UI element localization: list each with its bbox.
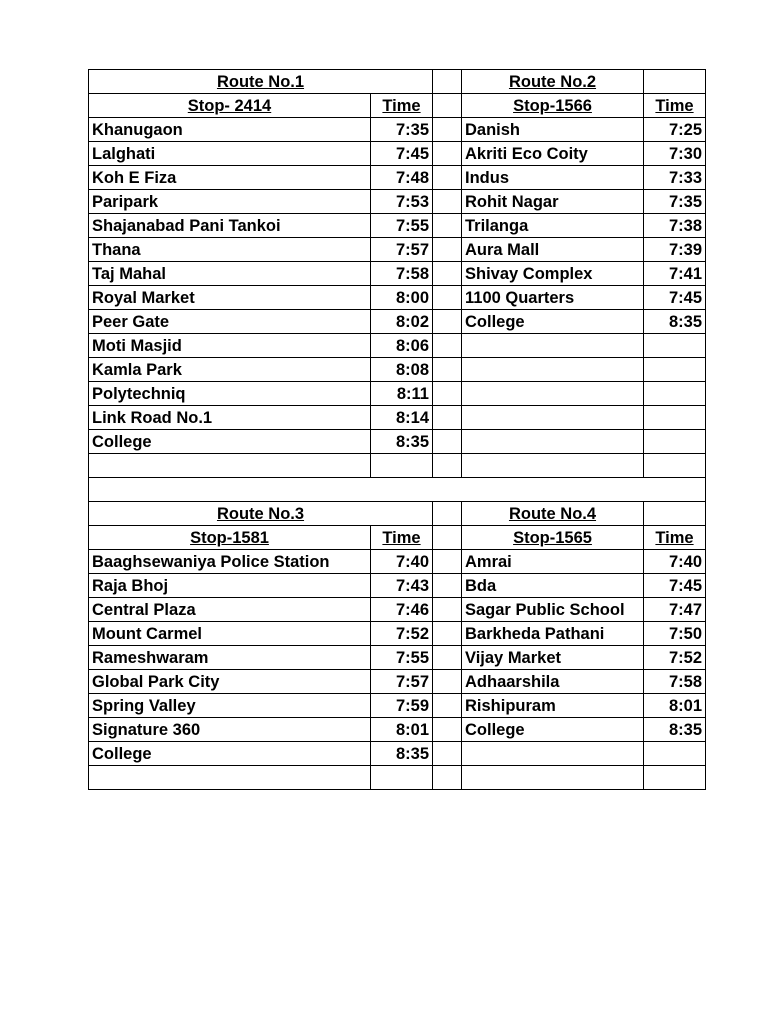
route-title-text: Route No.2 [508, 72, 597, 91]
stop-name: Rishipuram [462, 694, 644, 718]
stop-name: Bda [462, 574, 644, 598]
separator-cell [433, 286, 462, 310]
stop-name: Paripark [89, 190, 371, 214]
stop-name: College [89, 742, 371, 766]
stop-name: Aura Mall [462, 238, 644, 262]
stop-time: 7:25 [644, 118, 706, 142]
stop-name: Shivay Complex [462, 262, 644, 286]
empty-cell [462, 382, 644, 406]
time-header-text: Time [655, 528, 694, 547]
time-header [371, 94, 433, 118]
empty-cell [644, 454, 706, 478]
schedule-row [89, 550, 706, 574]
empty-cell [462, 334, 644, 358]
column-header-row [89, 526, 706, 550]
stop-number-header-text: Stop-1565 [513, 528, 592, 547]
stop-time: 7:57 [371, 238, 433, 262]
stop-time: 8:06 [371, 334, 433, 358]
stop-name: Taj Mahal [89, 262, 371, 286]
stop-time: 8:35 [644, 310, 706, 334]
schedule-row [89, 430, 706, 454]
empty-cell [644, 430, 706, 454]
separator-cell [433, 262, 462, 286]
stop-number-header-text: Stop-1581 [190, 528, 269, 547]
schedule-row [89, 742, 706, 766]
stop-time: 7:35 [371, 118, 433, 142]
stop-name: Shajanabad Pani Tankoi [89, 214, 371, 238]
stop-time: 7:57 [371, 670, 433, 694]
separator-cell [433, 382, 462, 406]
time-header [644, 526, 706, 550]
empty-cell [462, 742, 644, 766]
schedule-row [89, 286, 706, 310]
separator-cell [433, 766, 462, 790]
stop-name: Barkheda Pathani [462, 622, 644, 646]
stop-time: 8:02 [371, 310, 433, 334]
route-title-row [89, 502, 706, 526]
separator-cell [433, 94, 462, 118]
separator-cell [433, 430, 462, 454]
stop-name: Sagar Public School [462, 598, 644, 622]
stop-name: Rohit Nagar [462, 190, 644, 214]
separator-cell [433, 646, 462, 670]
stop-name: Royal Market [89, 286, 371, 310]
stop-name: Mount Carmel [89, 622, 371, 646]
schedule-row [89, 766, 706, 790]
separator-cell [433, 70, 462, 94]
stop-time: 8:08 [371, 358, 433, 382]
stop-time: 7:59 [371, 694, 433, 718]
empty-cell [644, 358, 706, 382]
schedule-row [89, 694, 706, 718]
separator-cell [433, 190, 462, 214]
stop-name: Adhaarshila [462, 670, 644, 694]
time-header [371, 526, 433, 550]
stop-time: 7:39 [644, 238, 706, 262]
stop-time: 7:46 [371, 598, 433, 622]
empty-cell [462, 454, 644, 478]
empty-cell [462, 358, 644, 382]
stop-name: Central Plaza [89, 598, 371, 622]
route-title [89, 502, 433, 526]
empty-cell [644, 334, 706, 358]
stop-time: 8:35 [644, 718, 706, 742]
stop-name: Trilanga [462, 214, 644, 238]
empty-cell [644, 766, 706, 790]
schedule-row [89, 670, 706, 694]
stop-number-header [462, 94, 644, 118]
stop-time: 7:41 [644, 262, 706, 286]
separator-cell [433, 526, 462, 550]
schedule-row [89, 358, 706, 382]
schedule-row [89, 574, 706, 598]
time-header [644, 94, 706, 118]
empty-cell [644, 382, 706, 406]
separator-cell [433, 214, 462, 238]
schedule-row [89, 238, 706, 262]
route-title-row [89, 70, 706, 94]
empty-cell [371, 454, 433, 478]
stop-name: Peer Gate [89, 310, 371, 334]
stop-time: 7:45 [644, 286, 706, 310]
route-title [89, 70, 433, 94]
stop-time: 7:50 [644, 622, 706, 646]
stop-time: 7:47 [644, 598, 706, 622]
stop-number-header [462, 526, 644, 550]
stop-time: 7:45 [644, 574, 706, 598]
stop-name: Rameshwaram [89, 646, 371, 670]
empty-cell [462, 406, 644, 430]
schedule-row [89, 454, 706, 478]
separator-cell [433, 574, 462, 598]
stop-name: Amrai [462, 550, 644, 574]
separator-cell [433, 142, 462, 166]
stop-name: Danish [462, 118, 644, 142]
stop-time: 7:58 [371, 262, 433, 286]
schedule-row [89, 166, 706, 190]
schedule-row [89, 622, 706, 646]
stop-name: College [462, 310, 644, 334]
stop-name: Koh E Fiza [89, 166, 371, 190]
empty-cell [644, 502, 706, 526]
stop-name: Link Road No.1 [89, 406, 371, 430]
empty-cell [462, 430, 644, 454]
stop-time: 7:48 [371, 166, 433, 190]
stop-number-header-text: Stop- 2414 [187, 96, 272, 115]
stop-name: Spring Valley [89, 694, 371, 718]
separator-cell [433, 166, 462, 190]
separator-cell [433, 334, 462, 358]
schedule-row [89, 310, 706, 334]
stop-time: 7:55 [371, 214, 433, 238]
stop-number-header [89, 94, 371, 118]
schedule-row [89, 598, 706, 622]
stop-time: 8:01 [371, 718, 433, 742]
stop-time: 8:35 [371, 430, 433, 454]
stop-time: 7:33 [644, 166, 706, 190]
stop-name: Vijay Market [462, 646, 644, 670]
stop-time: 7:43 [371, 574, 433, 598]
route-title-text: Route No.4 [508, 504, 597, 523]
schedule-row [89, 382, 706, 406]
separator-cell [433, 358, 462, 382]
empty-cell [89, 454, 371, 478]
separator-cell [433, 550, 462, 574]
empty-cell [89, 766, 371, 790]
schedule-row [89, 142, 706, 166]
stop-time: 8:00 [371, 286, 433, 310]
route-title [462, 70, 644, 94]
spacer-row [89, 478, 706, 502]
separator-cell [433, 238, 462, 262]
route-title-text: Route No.1 [216, 72, 305, 91]
separator-cell [433, 742, 462, 766]
schedule-row [89, 214, 706, 238]
schedule-row [89, 646, 706, 670]
separator-cell [433, 502, 462, 526]
stop-number-header-text: Stop-1566 [513, 96, 592, 115]
empty-cell [644, 406, 706, 430]
separator-cell [433, 694, 462, 718]
separator-cell [433, 310, 462, 334]
empty-cell [644, 70, 706, 94]
stop-number-header [89, 526, 371, 550]
stop-time: 8:11 [371, 382, 433, 406]
stop-name: Signature 360 [89, 718, 371, 742]
stop-time: 7:52 [371, 622, 433, 646]
spacer-cell [89, 478, 706, 502]
separator-cell [433, 118, 462, 142]
stop-name: Raja Bhoj [89, 574, 371, 598]
time-header-text: Time [655, 96, 694, 115]
separator-cell [433, 670, 462, 694]
stop-time: 8:01 [644, 694, 706, 718]
bus-route-schedule-table [88, 69, 706, 790]
stop-time: 7:53 [371, 190, 433, 214]
stop-name: College [462, 718, 644, 742]
empty-cell [644, 742, 706, 766]
empty-cell [462, 766, 644, 790]
separator-cell [433, 454, 462, 478]
stop-name: Thana [89, 238, 371, 262]
stop-name: Baaghsewaniya Police Station [89, 550, 371, 574]
stop-name: Lalghati [89, 142, 371, 166]
schedule-row [89, 262, 706, 286]
stop-time: 7:40 [371, 550, 433, 574]
separator-cell [433, 406, 462, 430]
separator-cell [433, 598, 462, 622]
stop-time: 7:58 [644, 670, 706, 694]
stop-name: Polytechniq [89, 382, 371, 406]
stop-time: 8:14 [371, 406, 433, 430]
stop-name: Moti Masjid [89, 334, 371, 358]
schedule-row [89, 334, 706, 358]
route-title [462, 502, 644, 526]
stop-time: 7:55 [371, 646, 433, 670]
schedule-row [89, 118, 706, 142]
separator-cell [433, 622, 462, 646]
time-header-text: Time [382, 96, 421, 115]
stop-name: Kamla Park [89, 358, 371, 382]
separator-cell [433, 718, 462, 742]
stop-name: Indus [462, 166, 644, 190]
stop-name: Global Park City [89, 670, 371, 694]
stop-time: 7:35 [644, 190, 706, 214]
stop-name: Akriti Eco Coity [462, 142, 644, 166]
stop-time: 8:35 [371, 742, 433, 766]
schedule-row [89, 718, 706, 742]
stop-time: 7:40 [644, 550, 706, 574]
schedule-row [89, 406, 706, 430]
empty-cell [371, 766, 433, 790]
column-header-row [89, 94, 706, 118]
schedule-row [89, 190, 706, 214]
stop-time: 7:52 [644, 646, 706, 670]
stop-time: 7:30 [644, 142, 706, 166]
stop-name: College [89, 430, 371, 454]
route-title-text: Route No.3 [216, 504, 305, 523]
stop-name: Khanugaon [89, 118, 371, 142]
stop-time: 7:45 [371, 142, 433, 166]
stop-name: 1100 Quarters [462, 286, 644, 310]
stop-time: 7:38 [644, 214, 706, 238]
time-header-text: Time [382, 528, 421, 547]
